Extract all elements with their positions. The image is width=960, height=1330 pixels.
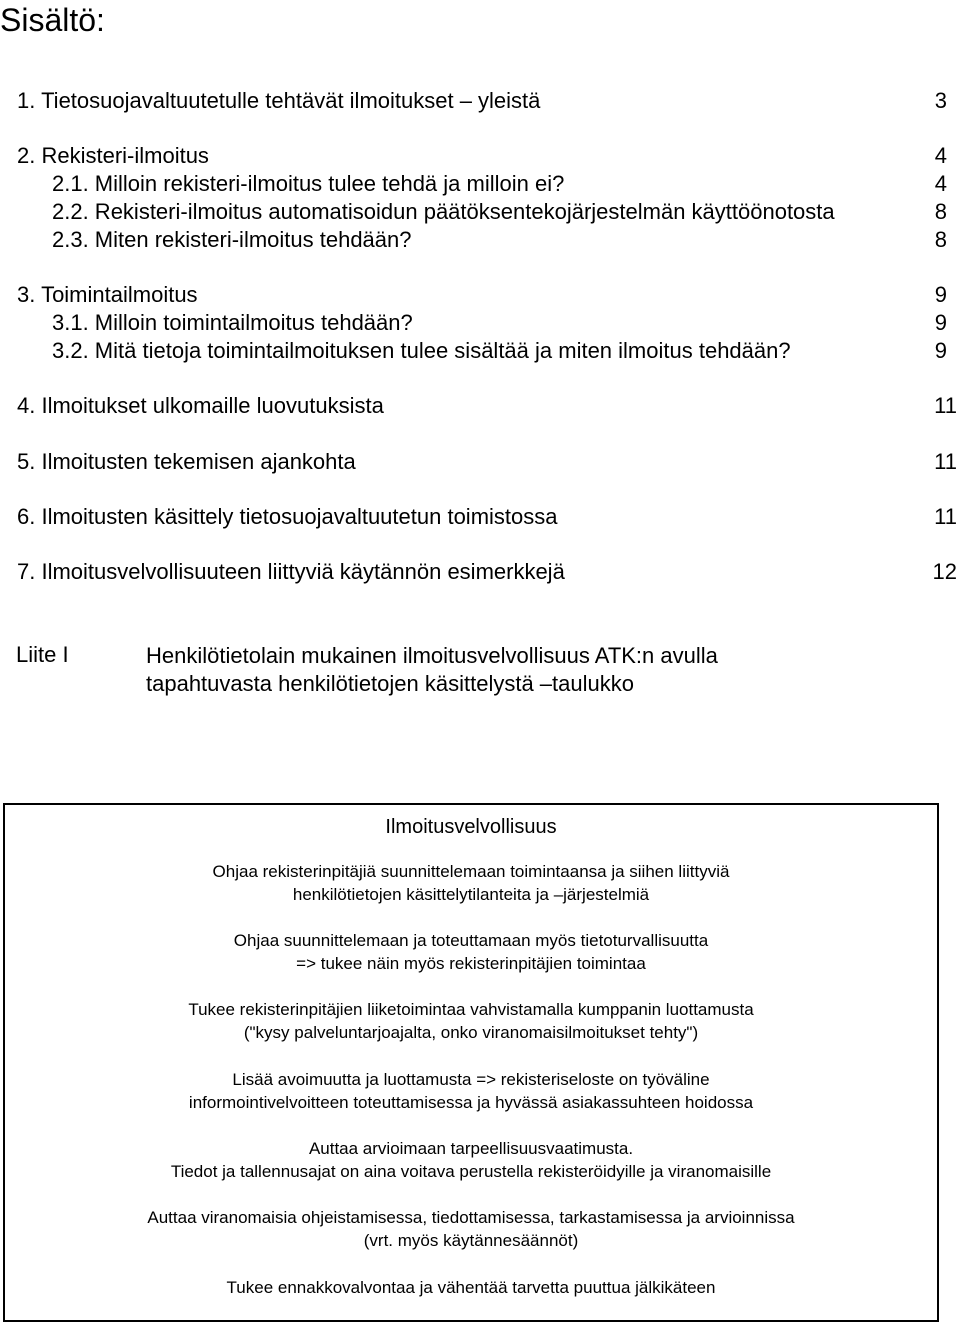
toc-entry-page: 3	[934, 88, 947, 113]
box-line: Tiedot ja tallennusajat on aina voitava perustella rekisteröidyille ja viranomaisille	[170, 1162, 772, 1181]
toc-entry-text: 3.1. Milloin toimintailmoitus tehdään?	[52, 310, 413, 335]
toc-entry-text: 2. Rekisteri-ilmoitus	[17, 143, 209, 168]
toc-entry-text: 3.2. Mitä tietoja toimintailmoituksen tulee sisältää ja miten ilmoitus tehdään?	[52, 338, 791, 363]
box-paragraph	[5, 1206, 937, 1252]
toc-entry-text: 2.2. Rekisteri-ilmoitus automatisoidun päätöksentekojärjestelmän käyttöönotosta	[52, 199, 835, 224]
toc-entry-text: 5. Ilmoitusten tekemisen ajankohta	[17, 449, 356, 474]
appendix-title	[146, 642, 846, 698]
box-paragraph	[5, 998, 937, 1044]
box-title: Ilmoitusvelvollisuus	[385, 816, 557, 838]
box-paragraph	[5, 1137, 937, 1183]
box-line: Auttaa viranomaisia ohjeistamisessa, tiedottamisessa, tarkastamisessa ja arvioinnissa	[147, 1208, 795, 1227]
box-line: => tukee näin myös rekisterinpitäjien toimintaa	[296, 954, 646, 973]
toc-entry-text: 7. Ilmoitusvelvollisuuteen liittyviä käytännön esimerkkejä	[17, 559, 565, 584]
toc-entry-page: 11	[934, 393, 957, 418]
box-line: (vrt. myös käytännesäännöt)	[363, 1231, 579, 1250]
toc-entry-page: 9	[934, 338, 947, 363]
toc-entry-page: 4	[934, 171, 947, 196]
toc-entry-page: 12	[932, 559, 957, 584]
toc-entry-page: 8	[934, 227, 947, 252]
box-line: Tukee ennakkovalvontaa ja vähentää tarvetta puuttua jälkikäteen	[226, 1278, 716, 1297]
toc-entry-page: 11	[934, 504, 957, 529]
toc-entry-page: 11	[934, 449, 957, 474]
box-line: Ohjaa rekisterinpitäjiä suunnittelemaan toimintaansa ja siihen liittyviä	[212, 862, 730, 881]
toc-entry-text: 3. Toimintailmoitus	[17, 282, 198, 307]
box-line: Lisää avoimuutta ja luottamusta => rekisteriseloste on työväline	[232, 1070, 710, 1089]
appendix-title-line: tapahtuvasta henkilötietojen käsittelystä –taulukko	[146, 671, 634, 696]
toc-entry-page: 8	[934, 199, 947, 224]
toc-entry-text: 4. Ilmoitukset ulkomaille luovutuksista	[17, 393, 384, 418]
page-title: Sisältö:	[0, 2, 105, 38]
toc-entry-page: 4	[934, 143, 947, 168]
toc-entry-page: 9	[934, 310, 947, 335]
toc-entry-text: 1. Tietosuojavaltuutetulle tehtävät ilmoitukset – yleistä	[17, 88, 541, 113]
box-line: Auttaa arvioimaan tarpeellisuusvaatimusta.	[308, 1139, 634, 1158]
box-paragraph	[5, 860, 937, 906]
appendix-title-line: Henkilötietolain mukainen ilmoitusvelvollisuus ATK:n avulla	[146, 643, 718, 668]
toc-entry-text: 2.3. Miten rekisteri-ilmoitus tehdään?	[52, 227, 412, 252]
box-line: henkilötietojen käsittelytilanteita ja –järjestelmiä	[292, 885, 650, 904]
box-line: ("kysy palveluntarjoajalta, onko viranomaisilmoitukset tehty")	[243, 1023, 699, 1042]
box-paragraph	[5, 1068, 937, 1114]
box-line: Tukee rekisterinpitäjien liiketoimintaa vahvistamalla kumppanin luottamusta	[188, 1000, 754, 1019]
box-paragraph	[5, 1276, 937, 1299]
toc-entry-text: 6. Ilmoitusten käsittely tietosuojavaltuutetun toimistossa	[17, 504, 558, 529]
box-line: informointivelvoitteen toteuttamisessa ja hyvässä asiakassuhteen hoidossa	[188, 1093, 754, 1112]
box-paragraph	[5, 929, 937, 975]
appendix-label: Liite I	[16, 642, 69, 667]
box-line: Ohjaa suunnittelemaan ja toteuttamaan myös tietoturvallisuutta	[233, 931, 709, 950]
toc-entry-page: 9	[934, 282, 947, 307]
toc-entry-text: 2.1. Milloin rekisteri-ilmoitus tulee tehdä ja milloin ei?	[52, 171, 565, 196]
summary-box	[3, 803, 939, 1322]
